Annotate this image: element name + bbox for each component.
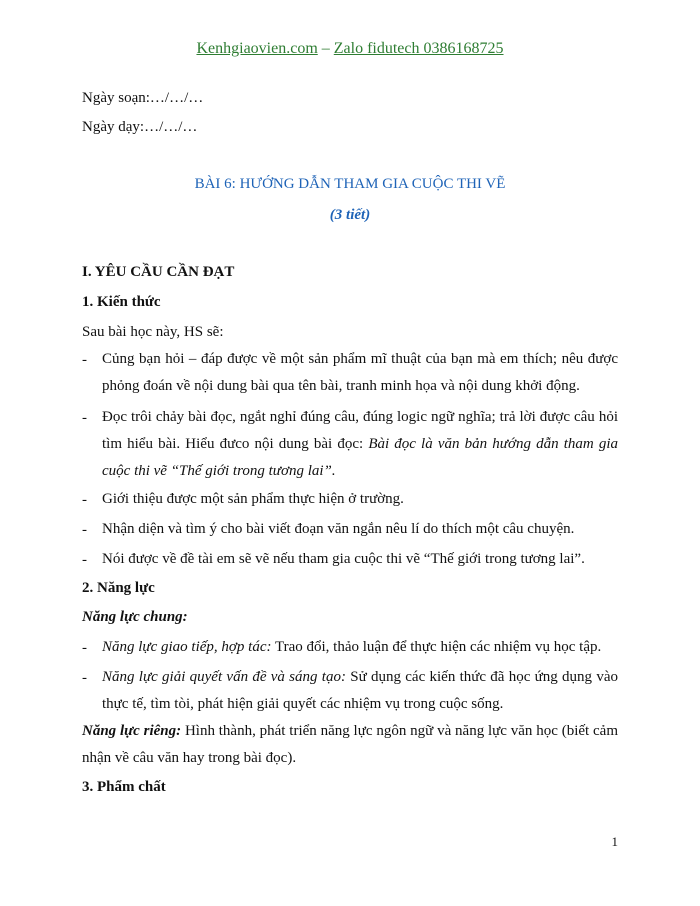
site-link[interactable]: Kenhgiaovien.com [196,40,318,57]
bullet-dash: - [82,492,87,508]
quality-heading: 3. Phẩm chất [82,779,166,795]
knowledge-item-2-text: Đọc trôi chảy bài đọc, ngắt nghỉ đúng câu, đúng logic ngữ nghĩa; trả lời được câu hỏi tìm hiểu bài. Hiểu đưco nội dung bài đọc: [102,409,618,452]
bullet-dash: - [82,552,87,568]
bullet-dash: - [82,410,87,426]
page-header [0,40,700,58]
general-competence-2-text: Sử dụng các kiến thức đã học ứng dụng vào thực tế, tìm tòi, phát hiện giải quyết các nhiệm vụ trong cuộc sống. [102,669,618,712]
general-competence-2 [102,664,618,718]
knowledge-item-2 [102,404,618,485]
bullet-dash: - [82,522,87,538]
knowledge-item-1: Củng bạn hỏi – đáp được về một sản phẩm mĩ thuật của bạn mà em thích; nêu được phỏng đoán về nội dung bài qua tên bài, tranh minh họa và nội dung khởi động. [102,351,618,394]
competence-heading: 2. Năng lực [82,580,155,596]
general-competence-1-text: Trao đổi, thảo luận để thực hiện các nhiệm vụ học tập. [271,639,602,655]
header-separator: – [317,40,334,57]
specific-competence-label: Năng lực riêng: [82,723,182,739]
knowledge-heading: 1. Kiến thức [82,294,161,310]
prep-date: Ngày soạn:…/…/… [82,90,204,106]
specific-competence-text: Hình thành, phát triển năng lực ngôn ngữ và năng lực văn học (biết cảm nhận về câu văn hay trong bài đọc). [82,723,618,766]
bullet-dash: - [82,640,87,656]
knowledge-item-4: Nhận diện và tìm ý cho bài viết đoạn văn ngắn nêu lí do thích một câu chuyện. [102,521,575,537]
knowledge-item-3: Giới thiệu được một sản phẩm thực hiện ở trường. [102,491,404,507]
lesson-duration: (3 tiết) [329,207,371,223]
specific-competence [82,718,618,772]
lesson-title: BÀI 6: HƯỚNG DẪN THAM GIA CUỘC THI VẼ [194,176,506,192]
bullet-dash: - [82,670,87,686]
general-competence-1 [102,634,618,661]
teach-date: Ngày dạy:…/…/… [82,119,198,135]
bullet-dash: - [82,352,87,368]
general-competence-heading: Năng lực chung: [82,609,188,625]
knowledge-intro: Sau bài học này, HS sẽ: [82,324,224,340]
general-competence-2-label: Năng lực giải quyết vấn đề và sáng tạo: [102,669,346,685]
contact-link[interactable]: Zalo fidutech 0386168725 [333,40,504,57]
knowledge-item-5: Nói được về đề tài em sẽ vẽ nếu tham gia cuộc thi vẽ “Thế giới trong tương lai”. [102,551,585,567]
knowledge-item-2-italic: Bài đọc là văn bản hướng dẫn tham gia cuộc thi vẽ “Thế giới trong tương lai”. [102,436,618,479]
page-number: 1 [611,834,618,849]
section-heading: I. YÊU CẦU CẦN ĐẠT [82,264,235,280]
general-competence-1-label: Năng lực giao tiếp, hợp tác: [102,639,272,655]
